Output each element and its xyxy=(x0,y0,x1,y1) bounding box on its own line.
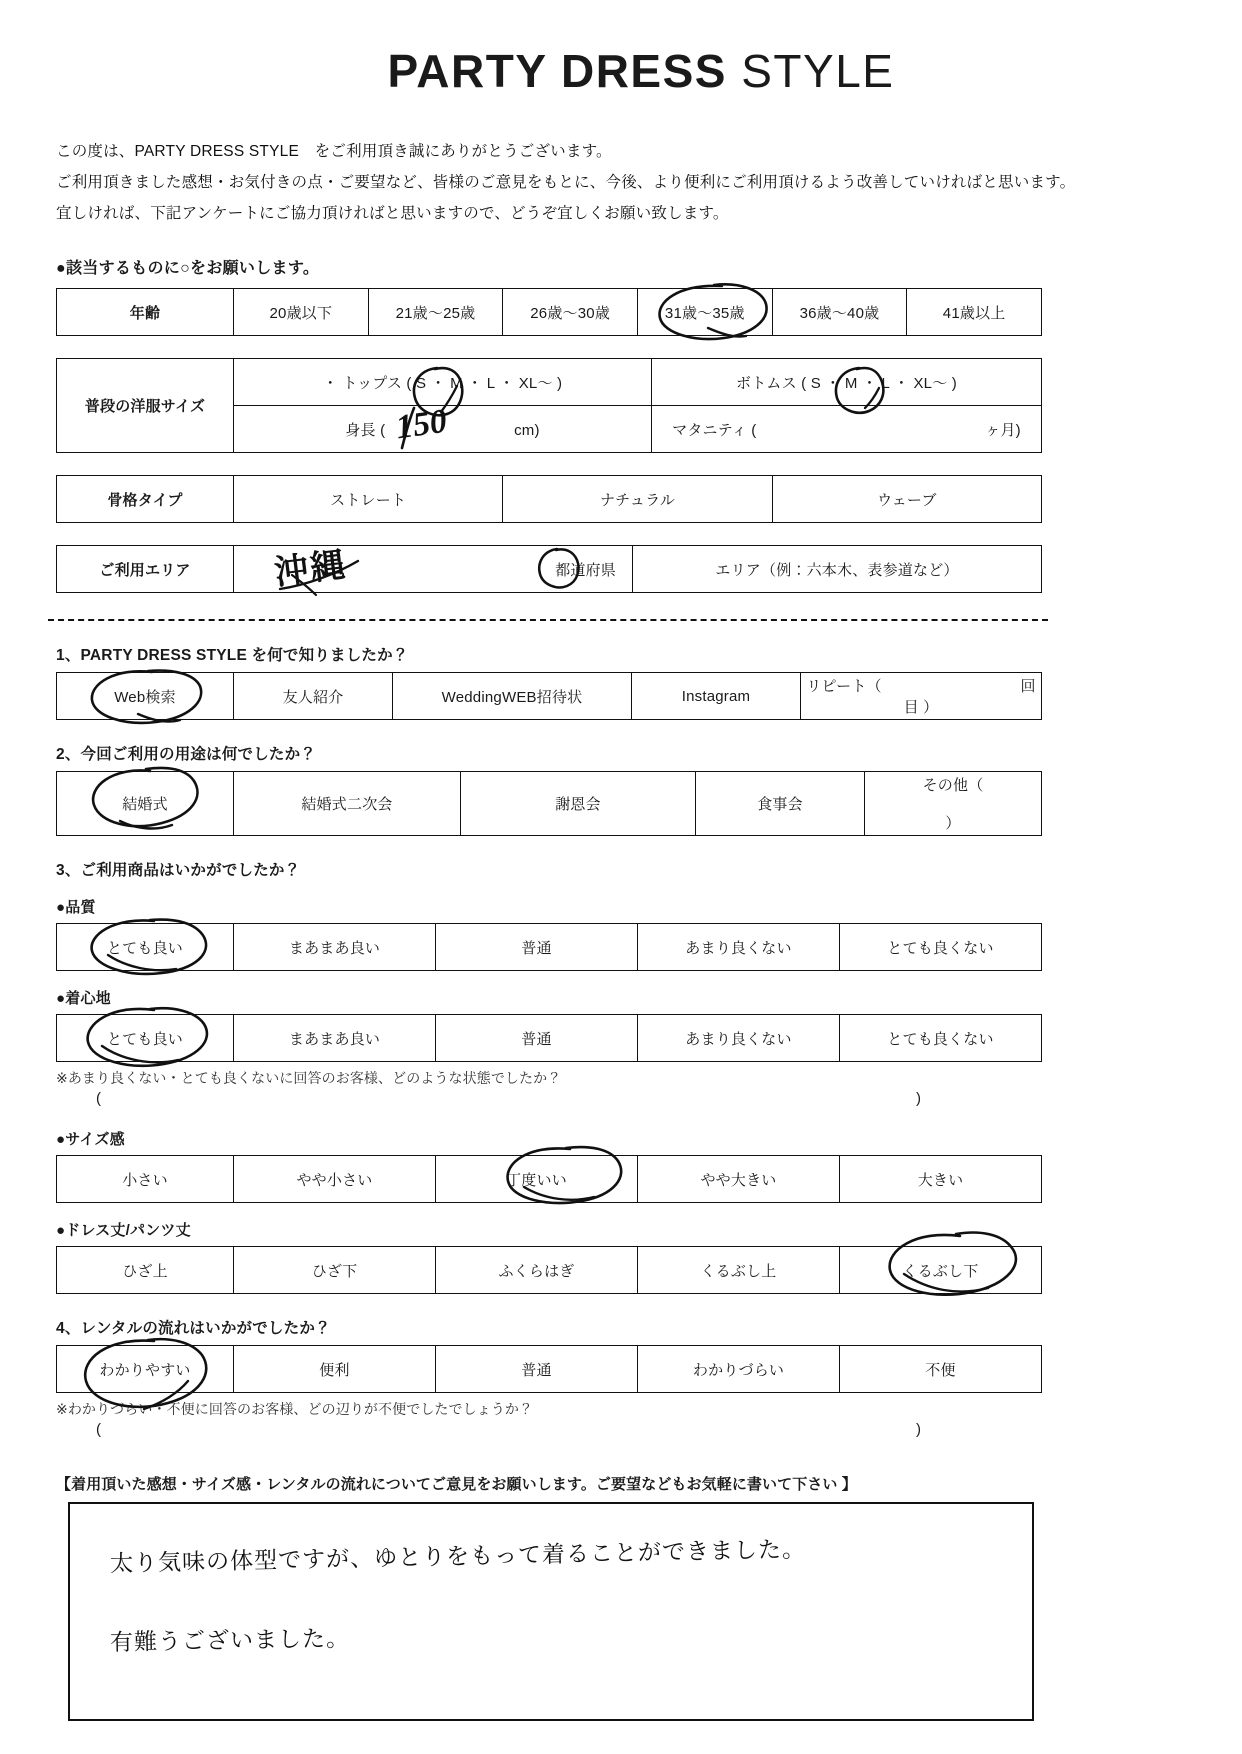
table-row xyxy=(57,1346,1042,1393)
q2-option-1[interactable]: 結婚式二次会 xyxy=(234,772,461,836)
body-type-option-1[interactable]: ナチュラル xyxy=(503,476,772,523)
q3-quality-option-0[interactable]: とても良い xyxy=(57,924,234,971)
q3-quality-subheading: ●品質 xyxy=(56,899,96,916)
q3-fit-option-3[interactable]: やや大きい xyxy=(638,1156,840,1203)
tops-size-cell[interactable] xyxy=(234,359,652,406)
q3-comfort-subheading: ●着心地 xyxy=(56,990,111,1007)
q3-comfort-table-wrap xyxy=(56,1014,1042,1062)
q3-fit-option-4[interactable]: 大きい xyxy=(840,1156,1042,1203)
area-table-wrap xyxy=(56,545,1042,593)
q2-other-cell[interactable] xyxy=(865,772,1042,836)
q4-option-0[interactable]: わかりやすい xyxy=(57,1346,234,1393)
q3-length-table xyxy=(56,1246,1042,1294)
q3-length-option-0[interactable]: ひざ上 xyxy=(57,1247,234,1294)
q2-table xyxy=(56,771,1042,836)
q2-other-label: その他（ xyxy=(922,777,984,794)
height-cell[interactable] xyxy=(234,406,652,453)
q2-heading: 2、今回ご利用の用途は何でしたか？ xyxy=(56,746,317,763)
table-row xyxy=(57,289,1042,336)
table-row xyxy=(57,359,1042,406)
q3-comfort-answer-field[interactable] xyxy=(56,1090,1042,1112)
height-handwritten-value: 150 xyxy=(393,402,450,447)
clothing-size-table-wrap xyxy=(56,358,1042,453)
q2-option-2[interactable]: 謝恩会 xyxy=(461,772,696,836)
q4-table-wrap xyxy=(56,1345,1042,1393)
table-row xyxy=(57,1247,1042,1294)
q1-option-0[interactable]: Web検索 xyxy=(57,673,234,720)
title-bold: PARTY DRESS xyxy=(387,45,727,97)
q3-length-subheading: ●ドレス丈/パンツ丈 xyxy=(56,1222,191,1239)
q3-comfort-option-4[interactable]: とても良くない xyxy=(840,1015,1042,1062)
body-type-option-0[interactable]: ストレート xyxy=(234,476,503,523)
comment-handwritten-line-1: 太り気味の体型ですが、ゆとりをもって着ることができました。 xyxy=(109,1536,807,1577)
q2-option-0[interactable]: 結婚式 xyxy=(57,772,234,836)
q1-option-1[interactable]: 友人紹介 xyxy=(234,673,393,720)
age-option-1[interactable]: 21歳～25歳 xyxy=(368,289,503,336)
area-hint-cell[interactable]: エリア（例：六本木、表参道など） xyxy=(633,546,1042,593)
bottoms-selected-size[interactable]: M xyxy=(844,374,858,392)
q3-comfort-option-1[interactable]: まあまあ良い xyxy=(234,1015,436,1062)
height-unit: cm) xyxy=(514,421,540,439)
maternity-unit: ヶ月) xyxy=(985,421,1021,439)
q1-table xyxy=(56,672,1042,720)
q3-fit-option-2[interactable]: 丁度いい xyxy=(436,1156,638,1203)
prefecture-cell[interactable] xyxy=(234,546,633,593)
q3-fit-table-wrap xyxy=(56,1155,1042,1203)
comment-box[interactable] xyxy=(68,1502,1034,1721)
prefecture-label: 都道府県 xyxy=(555,561,616,579)
q3-fit-option-1[interactable]: やや小さい xyxy=(234,1156,436,1203)
q3-comfort-table xyxy=(56,1014,1042,1062)
table-row xyxy=(57,476,1042,523)
page-title xyxy=(0,45,1242,97)
bottoms-prefix: ボトムス ( S ・ xyxy=(736,374,841,392)
q4-table xyxy=(56,1345,1042,1393)
q3-quality-table-wrap xyxy=(56,923,1042,971)
area-label: ご利用エリア xyxy=(57,546,234,593)
q1-table-wrap xyxy=(56,672,1042,720)
q3-quality-option-3[interactable]: あまり良くない xyxy=(638,924,840,971)
age-option-2[interactable]: 26歳～30歳 xyxy=(503,289,638,336)
q1-option-3[interactable]: Instagram xyxy=(632,673,801,720)
q4-note: ※わかりづらい・不便に回答のお客様、どの辺りが不便でしたでしょうか？ xyxy=(56,1401,534,1417)
maternity-label: マタニティ ( xyxy=(672,421,757,439)
maternity-cell[interactable] xyxy=(652,406,1042,453)
tops-selected-size[interactable]: M xyxy=(450,374,463,392)
age-option-0[interactable]: 20歳以下 xyxy=(234,289,369,336)
bottoms-size-cell[interactable] xyxy=(652,359,1042,406)
table-row xyxy=(57,1015,1042,1062)
q3-quality-option-4[interactable]: とても良くない xyxy=(840,924,1042,971)
q3-heading: 3、ご利用商品はいかがでしたか？ xyxy=(56,862,301,879)
table-row xyxy=(57,772,1042,836)
q3-fit-option-0[interactable]: 小さい xyxy=(57,1156,234,1203)
table-row xyxy=(57,924,1042,971)
q3-quality-option-2[interactable]: 普通 xyxy=(436,924,638,971)
q3-comfort-option-3[interactable]: あまり良くない xyxy=(638,1015,840,1062)
age-label: 年齢 xyxy=(57,289,234,336)
q3-quality-option-1[interactable]: まあまあ良い xyxy=(234,924,436,971)
q3-fit-table xyxy=(56,1155,1042,1203)
bottoms-suffix: ・ L ・ XL～ ) xyxy=(861,374,957,392)
intro-line-3: 宜しければ、下記アンケートにご協力頂ければと思いますので、どうぞ宜しくお願い致します。 xyxy=(56,205,729,222)
q2-table-wrap xyxy=(56,771,1042,836)
q3-length-option-4[interactable]: くるぶし下 xyxy=(840,1247,1042,1294)
q3-length-option-3[interactable]: くるぶし上 xyxy=(638,1247,840,1294)
intro-paragraph xyxy=(56,136,1242,229)
q1-option-2[interactable]: WeddingWEB招待状 xyxy=(393,673,632,720)
q1-repeat-count-label: 回目 ） xyxy=(903,678,1036,716)
q4-open-paren: ( xyxy=(96,1421,101,1438)
q1-repeat-label: リピート（ xyxy=(806,678,882,695)
q3-comfort-option-2[interactable]: 普通 xyxy=(436,1015,638,1062)
clothing-size-label: 普段の洋服サイズ xyxy=(57,359,234,453)
age-option-5[interactable]: 41歳以上 xyxy=(907,289,1042,336)
height-label: 身長 ( xyxy=(345,421,386,439)
instruction-line: ●該当するものに○をお願いします。 xyxy=(56,260,320,277)
q2-option-3[interactable]: 食事会 xyxy=(696,772,865,836)
q4-option-3[interactable]: わかりづらい xyxy=(638,1346,840,1393)
body-type-table-wrap xyxy=(56,475,1042,523)
tops-prefix: ・ トップス ( S ・ xyxy=(322,374,446,392)
area-table xyxy=(56,545,1042,593)
q3-length-option-2[interactable]: ふくらはぎ xyxy=(436,1247,638,1294)
q4-option-2[interactable]: 普通 xyxy=(436,1346,638,1393)
clothing-size-table xyxy=(56,358,1042,453)
intro-line-1: この度は、PARTY DRESS STYLE をご利用頂き誠にありがとうございます。 xyxy=(56,143,612,160)
q3-comfort-close-paren: ) xyxy=(916,1090,921,1107)
q4-heading: 4、レンタルの流れはいかがでしたか？ xyxy=(56,1320,331,1337)
q3-fit-subheading: ●サイズ感 xyxy=(56,1131,125,1148)
q2-other-close: ） xyxy=(945,815,961,832)
comment-heading: 【着用頂いた感想・サイズ感・レンタルの流れについてご意見をお願いします。ご要望などもお気軽に書いて下さい 】 xyxy=(56,1476,857,1493)
q3-length-option-1[interactable]: ひざ下 xyxy=(234,1247,436,1294)
prefecture-handwritten-value: 沖縄 xyxy=(272,546,349,593)
tops-suffix: ・ L ・ XL～ ) xyxy=(467,374,563,392)
q4-option-1[interactable]: 便利 xyxy=(234,1346,436,1393)
q4-answer-field[interactable] xyxy=(56,1421,1042,1443)
q3-length-table-wrap xyxy=(56,1246,1042,1294)
body-type-option-2[interactable]: ウェーブ xyxy=(772,476,1041,523)
q3-quality-table xyxy=(56,923,1042,971)
age-table xyxy=(56,288,1042,336)
section-divider xyxy=(48,619,1048,621)
q4-option-4[interactable]: 不便 xyxy=(840,1346,1042,1393)
q3-comfort-option-0[interactable]: とても良い xyxy=(57,1015,234,1062)
table-row xyxy=(57,1156,1042,1203)
q1-heading: 1、PARTY DRESS STYLE を何で知りましたか？ xyxy=(56,647,409,664)
table-row xyxy=(57,546,1042,593)
title-regular: STYLE xyxy=(741,45,895,97)
q4-close-paren: ) xyxy=(916,1421,921,1438)
age-option-4[interactable]: 36歳～40歳 xyxy=(772,289,907,336)
q3-comfort-open-paren: ( xyxy=(96,1090,101,1107)
body-type-table xyxy=(56,475,1042,523)
age-table-wrap xyxy=(56,288,1042,336)
comment-handwritten-line-2: 有難うございました。 xyxy=(109,1625,351,1656)
q3-comfort-note: ※あまり良くない・とても良くないに回答のお客様、どのような状態でしたか？ xyxy=(56,1070,562,1086)
table-row xyxy=(57,673,1042,720)
q1-repeat-cell[interactable] xyxy=(801,673,1042,720)
body-type-label: 骨格タイプ xyxy=(57,476,234,523)
intro-line-2: ご利用頂きました感想・お気付きの点・ご要望など、皆様のご意見をもとに、今後、より便利にご利用頂けるよう改善していければと思います。 xyxy=(56,174,1076,191)
age-option-3[interactable]: 31歳～35歳 xyxy=(637,289,772,336)
